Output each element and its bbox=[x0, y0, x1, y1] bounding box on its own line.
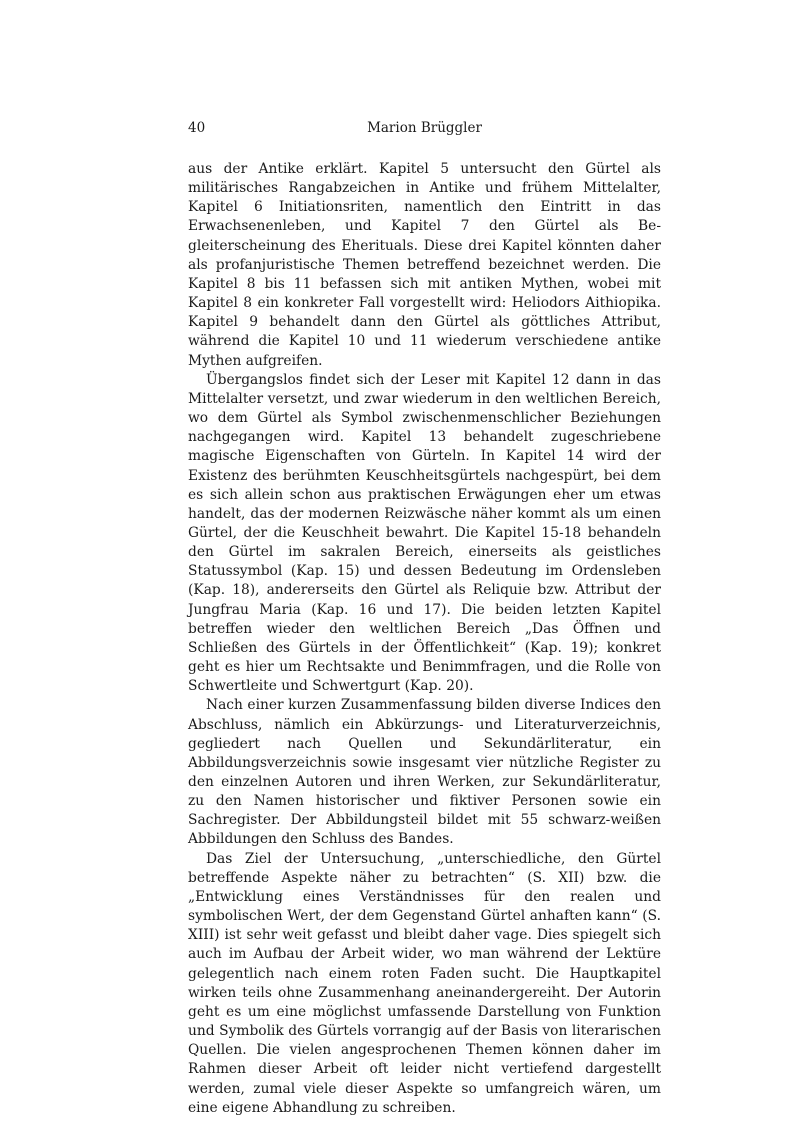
page-number: 40 bbox=[188, 120, 206, 136]
page-header bbox=[188, 118, 661, 138]
paragraph-1: aus der Antike erklärt. Kapitel 5 untersucht den Gürtel als militärisches Rangabzeichen in Antike und frühem Mittelalter, Kapitel 6 Initiationsriten, namentlich den Eintritt in das Erwachsenenleben, und Kapitel 7 den Gürtel als Begleiterscheinung des Eherituals. Diese drei Kapitel könnten daher als profanjuristische Themen betreffend bezeichnet werden. Die Kapitel 8 bis 11 befassen sich mit antiken Mythen, wobei mit Kapitel 8 ein konkreter Fall vorgestellt wird: Heliodors Aithiopika. Kapitel 9 behandelt dann den Gürtel als göttliches Attribut, während die Kapitel 10 und 11 wiederum verschiedene antike Mythen aufgreifen. bbox=[188, 161, 661, 369]
paragraph-3: Nach einer kurzen Zusammenfassung bilden diverse Indices den Abschluss, nämlich ein Abkürzungs- und Literaturverzeichnis, gegliedert nach Quellen und Sekundärliteratur, ein Abbildungsverzeichnis sowie insgesamt vier nützliche Register zu den einzelnen Autoren und ihren Werken, zur Sekundärliteratur, zu den Namen historischer und fiktiver Personen sowie ein Sachregister. Der Abbildungsteil bildet mit 55 schwarz-weißen Abbildungen den Schluss des Bandes. bbox=[188, 697, 661, 848]
running-head: Marion Brüggler bbox=[367, 120, 482, 136]
paragraph-2: Übergangslos findet sich der Leser mit Kapitel 12 dann in das Mittelalter versetzt, und zwar wiederum in den weltlichen Bereich, wo dem Gürtel als Symbol zwischenmenschlicher Beziehungen nachgegangen wird. Kapitel 13 behandelt zugeschriebene magische Eigenschaften von Gürteln. In Kapitel 14 wird der Existenz des berühmten Keuschheitsgürtels nachgespürt, bei dem es sich allein schon aus praktischen Erwägungen eher um etwas handelt, das der modernen Reizwäsche näher kommt als um einen Gürtel, der die Keuschheit bewahrt. Die Kapitel 15-18 behandeln den Gürtel im sakralen Bereich, einerseits als geistliches Statussymbol (Kap. 15) und dessen Bedeutung im Ordensleben (Kap. 18), andererseits den Gürtel als Reliquie bzw. Attribut der Jungfrau Maria (Kap. 16 und 17). Die beiden letzten Kapitel betreffen wieder den weltlichen Bereich „Das Öffnen und Schließen des Gürtels in der Öffentlichkeit“ (Kap. 19); konkret geht es hier um Rechtsakte und Benimmfragen, und die Rolle von Schwertleite und Schwertgurt (Kap. 20). bbox=[188, 371, 661, 695]
paragraph-4: Das Ziel der Untersuchung, „unterschiedliche, den Gürtel betreffende Aspekte näher zu betrachten“ (S. XII) bzw. die „Entwicklung eines Verständnisses für den realen und symbolischen Wert, der dem Gegenstand Gürtel anhaften kann“ (S. XIII) ist sehr weit gefasst und bleibt daher vage. Dies spiegelt sich auch im Aufbau der Arbeit wider, wo man während der Lektüre gelegentlich nach einem roten Faden sucht. Die Hauptkapitel wirken teils ohne Zusammenhang aneinandergereiht. Der Autorin geht es um eine möglichst umfassende Darstellung von Funktion und Symbolik des Gürtels vorrangig auf der Basis von literarischen Quellen. Die vielen angesprochenen Themen können daher im Rahmen dieser Arbeit oft leider nicht vertiefend dargestellt werden, zumal viele dieser Aspekte so umfangreich wären, um eine eigene Abhandlung zu schreiben. bbox=[188, 850, 661, 1116]
body-text bbox=[188, 160, 661, 1118]
